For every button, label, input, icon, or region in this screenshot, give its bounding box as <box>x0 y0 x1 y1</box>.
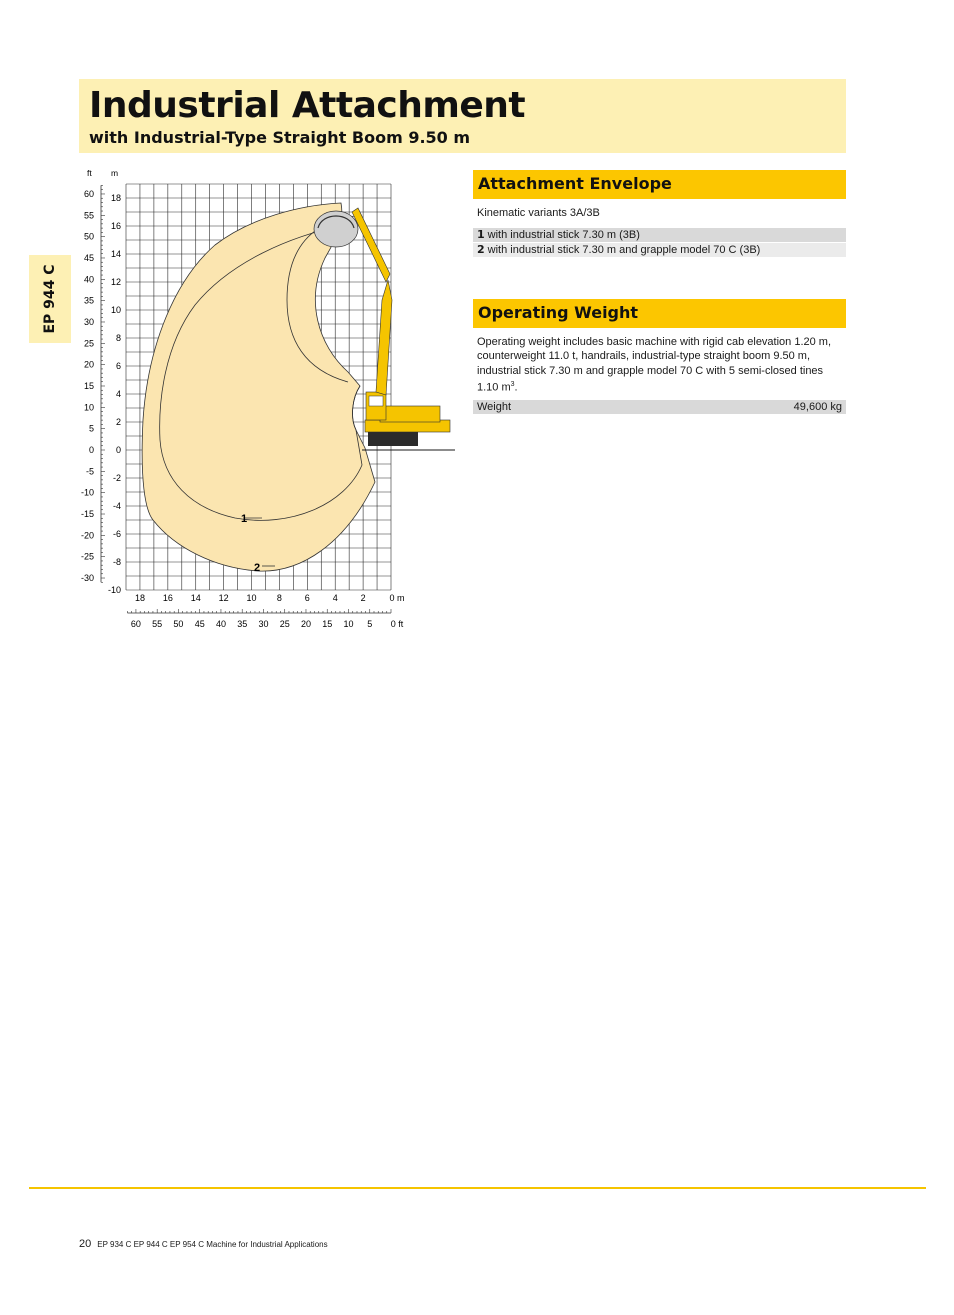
x-tick-ft: 60 <box>130 619 141 629</box>
curve-label-2: 2 <box>254 562 261 574</box>
y-tick-m: 12 <box>110 277 121 287</box>
x-tick-m: 18 <box>134 593 145 603</box>
cab-window <box>369 396 383 406</box>
footer <box>79 1234 328 1252</box>
y-tick-ft: 10 <box>83 402 94 413</box>
x-tick-m: 6 <box>304 593 310 603</box>
y-tick-ft: 15 <box>83 380 94 391</box>
y-tick-ft: 25 <box>83 338 94 349</box>
y-tick-ft: 45 <box>83 252 94 263</box>
operating-weight-description-text: Operating weight includes basic machine with rigid cab elevation 1.20 m, counterweight 11.0 t, handrails, industrial-type straight boom 9.50 m, industrial stick 7.30 m and grapple model 70 C with 5 semi-closed tines 1.10 m <box>477 336 832 394</box>
y-tick-ft: 50 <box>83 231 94 242</box>
y-tick-m: 6 <box>115 361 121 371</box>
envelope-item-number: 2 <box>477 243 485 256</box>
y-axis-unit-m: m <box>111 168 119 178</box>
y-tick-ft: 35 <box>83 295 94 306</box>
x-tick-ft: 35 <box>237 619 248 629</box>
y-tick-m: -10 <box>107 585 121 595</box>
y-tick-ft: 20 <box>83 359 94 370</box>
x-tick-m: 10 <box>246 593 257 603</box>
y-tick-m: 14 <box>110 249 121 259</box>
y-tick-ft: 55 <box>83 210 94 221</box>
weight-value: 49,600 kg <box>793 401 842 413</box>
y-tick-ft: -5 <box>85 466 94 477</box>
x-tick-ft: 40 <box>215 619 226 629</box>
x-axis-unit-m: 0 m <box>389 593 405 603</box>
y-tick-m: 18 <box>110 193 121 203</box>
x-tick-m: 2 <box>360 593 366 603</box>
y-tick-m: -8 <box>112 557 121 567</box>
x-tick-ft: 45 <box>194 619 205 629</box>
x-tick-ft: 50 <box>173 619 184 629</box>
y-tick-m: 8 <box>115 333 121 343</box>
y-tick-ft: 0 <box>88 445 94 455</box>
footer-rule <box>29 1187 926 1189</box>
y-tick-ft: 60 <box>83 188 94 199</box>
x-tick-ft: 55 <box>152 619 163 629</box>
attachment-envelope-heading: Attachment Envelope <box>478 174 672 193</box>
x-tick-ft: 10 <box>343 619 354 629</box>
envelope-area-2 <box>142 203 375 571</box>
model-side-tab-label: EP 944 C <box>42 264 58 334</box>
x-tick-ft: 30 <box>258 619 269 629</box>
track <box>368 432 418 446</box>
x-tick-m: 16 <box>162 593 173 603</box>
y-tick-m: -6 <box>112 529 121 539</box>
y-axis-unit-ft: ft <box>87 168 92 178</box>
y-tick-ft: -20 <box>80 530 94 541</box>
y-tick-ft: -15 <box>80 509 94 520</box>
weight-label: Weight <box>477 401 512 413</box>
y-tick-ft: 40 <box>83 274 94 285</box>
x-tick-m: 14 <box>190 593 201 603</box>
y-tick-ft: -25 <box>80 551 94 562</box>
cubic-superscript: 3 <box>510 381 515 389</box>
y-tick-m: -4 <box>112 501 121 511</box>
envelope-item-text: with industrial stick 7.30 m and grapple model 70 C (3B) <box>487 244 761 256</box>
y-tick-ft: -10 <box>80 487 94 498</box>
y-tick-m: 0 <box>115 445 121 455</box>
boom <box>376 280 392 395</box>
y-tick-ft: 5 <box>88 423 94 434</box>
operating-weight-heading: Operating Weight <box>478 303 639 322</box>
x-tick-ft: 20 <box>300 619 311 629</box>
envelope-item-text: with industrial stick 7.30 m (3B) <box>487 229 640 241</box>
y-tick-m: 16 <box>110 221 121 231</box>
x-tick-m: 4 <box>332 593 338 603</box>
curve-label-1: 1 <box>241 513 248 525</box>
y-tick-ft: 30 <box>83 316 94 327</box>
y-tick-m: 2 <box>115 417 121 427</box>
envelope-item-number: 1 <box>477 228 485 241</box>
x-tick-ft: 15 <box>322 619 333 629</box>
x-tick-ft: 5 <box>367 619 373 629</box>
kinematic-variants-text: Kinematic variants 3A/3B <box>477 207 600 219</box>
y-tick-m: -2 <box>112 473 121 483</box>
description-period: . <box>514 381 518 394</box>
x-tick-ft: 25 <box>279 619 290 629</box>
page-subtitle: with Industrial-Type Straight Boom 9.50 m <box>89 128 471 147</box>
page-number: 20 <box>79 1238 92 1250</box>
y-tick-m: 10 <box>110 305 121 315</box>
x-axis-unit-ft: 0 ft <box>390 619 404 629</box>
stick <box>352 208 390 282</box>
page-title: Industrial Attachment <box>89 85 526 126</box>
x-tick-m: 8 <box>276 593 282 603</box>
footer-text: EP 934 C EP 944 C EP 954 C Machine for Industrial Applications <box>97 1240 328 1249</box>
y-tick-m: 4 <box>115 389 121 399</box>
y-tick-ft: -30 <box>80 573 94 584</box>
upper-carriage <box>380 406 440 422</box>
x-tick-m: 12 <box>218 593 229 603</box>
